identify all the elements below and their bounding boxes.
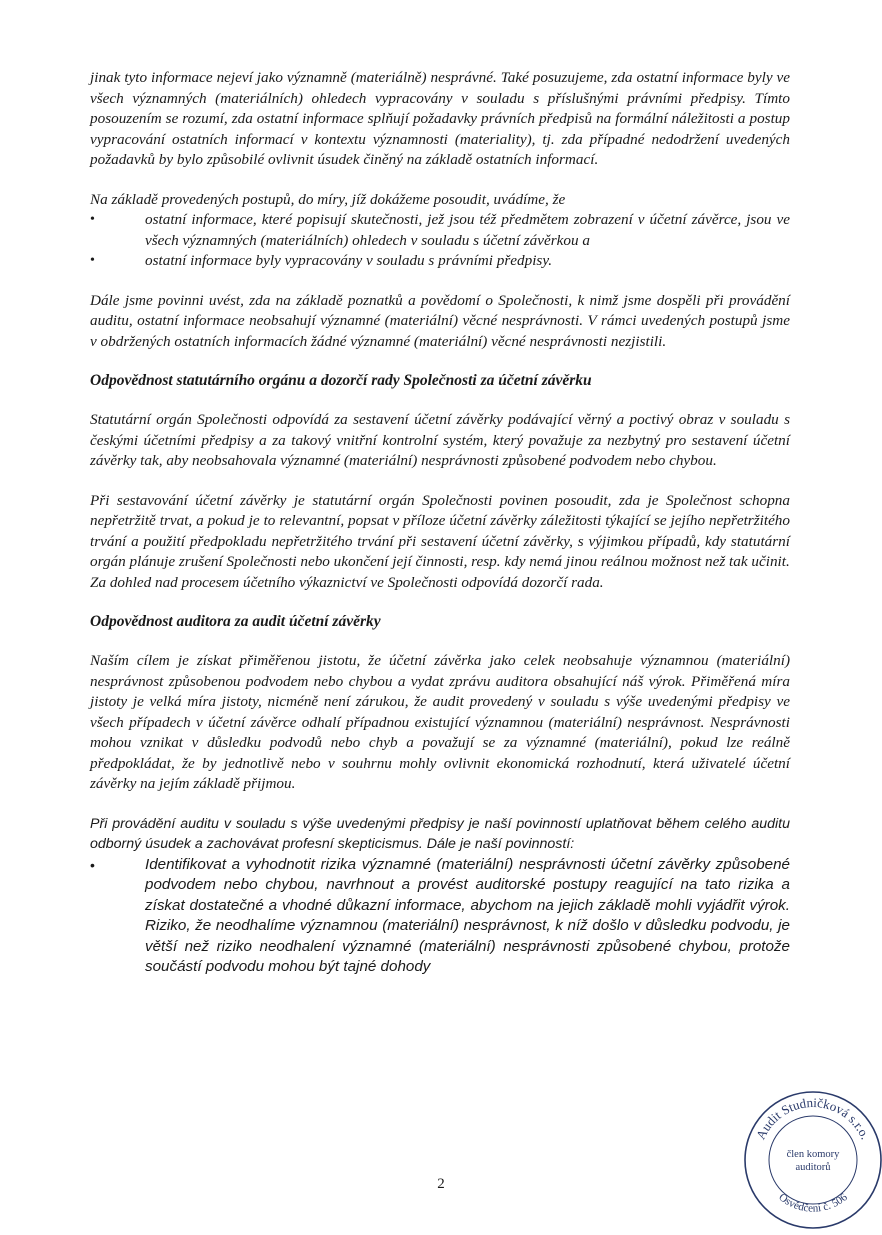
section-2-bullet-list	[90, 855, 790, 978]
intro-paragraph-1: jinak tyto informace nejeví jako významně (materiálně) nesprávné. Také posuzujeme, zda ostatní informace byly ve všech významných (materiálních) ohledech vypracovány v souladu s příslušnými právními předpisy. Tímto posouzením se rozumí, zda ostatní informace splňují požadavky právních předpisů na formální náležitosti a postup vypracování ostatních informací v kontextu významnosti (materiality), tj. zda případné nedodržení uvedených požadavků by bylo způsobilé ovlivnit úsudek činěný na základě ostatních informací.	[90, 69, 790, 168]
stamp-outer-text: Audit Studničková s.r.o.	[752, 1094, 874, 1142]
auditor-stamp	[738, 1085, 882, 1235]
section-2-bullet-1: • Identifikovat a vyhodnotit rizika významné (materiální) nesprávnosti účetní závěrky způsobené podvodem nebo chybou, navrhnout a provést auditorské postupy reagující na tato rizika a získat dostatečné a vhodné důkazní informace, abychom na jejich základě mohli vyjádřit výrok. Riziko, že neodhalíme významnou (materiální) nesprávnost, k níž došlo v důsledku podvodu, je větší než riziko neodhalení významné (materiální) nesprávnosti způsobené chybou, protože součástí podvodu mohou být tajné dohody	[90, 855, 790, 975]
bullet-icon: •	[90, 212, 95, 227]
section-1-heading: Odpovědnost statutárního orgánu a dozorčí rady Společnosti za účetní závěrku	[90, 372, 592, 389]
bullet-icon: •	[90, 253, 95, 268]
intro-bullet-list	[90, 210, 790, 272]
stamp-inner-ring	[769, 1116, 857, 1204]
section-2-paragraph-1: Naším cílem je získat přiměřenou jistotu, že účetní závěrka jako celek neobsahuje významnou (materiální) nesprávnost způsobenou podvodem nebo chybou a vydat zprávu auditora obsahující náš výrok. Přiměřená míra jistoty je velká míra jistoty, nicméně není zárukou, že audit provedený v souladu s výše uvedenými předpisy ve všech případech v účetní závěrce odhalí případnou existující významnou (materiální) nesprávnost. Nesprávnosti mohou vznikat v důsledku podvodů nebo chyb a považují se za významné (materiální), pokud lze reálně předpokládat, že by jednotlivě nebo v souhrnu mohly ovlivnit ekonomická rozhodnutí, která uživatelé účetní závěrky na jejím základě přijmou.	[90, 652, 790, 792]
intro-paragraph-2-lead: Na základě provedených postupů, do míry, jíž dokážeme posoudit, uvádíme, že	[90, 190, 566, 208]
intro-paragraph-3: Dále jsme povinni uvést, zda na základě poznatků a povědomí o Společnosti, k nimž jsme dospěli při provádění auditu, ostatní informace neobsahují významné (materiální) věcné nesprávnosti. V rámci uvedených postupů jsme v obdržených ostatních informacích žádné významné (materiální) věcné nesprávnosti nezjistili.	[90, 291, 790, 350]
page-number: 2	[437, 1176, 445, 1192]
section-1-paragraph-3: Za dohled nad procesem účetního výkaznictví ve Společnosti odpovídá dozorčí rada.	[90, 573, 604, 591]
bullet-icon: •	[90, 856, 95, 873]
intro-bullet-2: • ostatní informace byly vypracovány v souladu s právními předpisy.	[90, 251, 790, 272]
section-1-paragraph-2: Při sestavování účetní závěrky je statutární orgán Společnosti povinen posoudit, zda je Společnost schopna nepřetržitě trvat, a pokud je to relevantní, popsat v příloze účetní závěrky záležitosti týkající se jejího nepřetržitého trvání a použití předpokladu nepřetržitého trvání při sestavení účetní závěrky, s výjimkou případů, kdy statutární orgán plánuje zrušení Společnosti nebo ukončení její činnosti, resp. kdy nemá jinou reálnou možnost než tak učinit.	[90, 491, 790, 570]
stamp-line-2: auditorů	[795, 1162, 831, 1173]
stamp-bottom-text: Osvědčení č. 506	[776, 1191, 850, 1215]
stamp-line-1: člen komory	[786, 1149, 840, 1160]
section-1-paragraph-1: Statutární orgán Společnosti odpovídá za sestavení účetní závěrky podávající věrný a poctivý obraz v souladu s českými účetními předpisy a za takový vnitřní kontrolní systém, který považuje za nezbytný pro sestavení účetní závěrky tak, aby neobsahovala významné (materiální) nesprávnosti způsobené podvodem nebo chybou.	[90, 411, 790, 469]
intro-bullet-1: • ostatní informace, které popisují skutečnosti, jež jsou též předmětem zobrazení v účetní závěrce, jsou ve všech významných (materiálních) ohledech v souladu s účetní závěrkou a	[90, 211, 790, 249]
document-page	[90, 68, 790, 978]
section-2-heading: Odpovědnost auditora za audit účetní závěrky	[90, 613, 381, 630]
section-2-paragraph-2: Při provádění auditu v souladu s výše uvedenými předpisy je naší povinností uplatňovat během celého auditu odborný úsudek a zachovávat profesní skepticismus. Dále je naší povinností:	[90, 815, 790, 852]
